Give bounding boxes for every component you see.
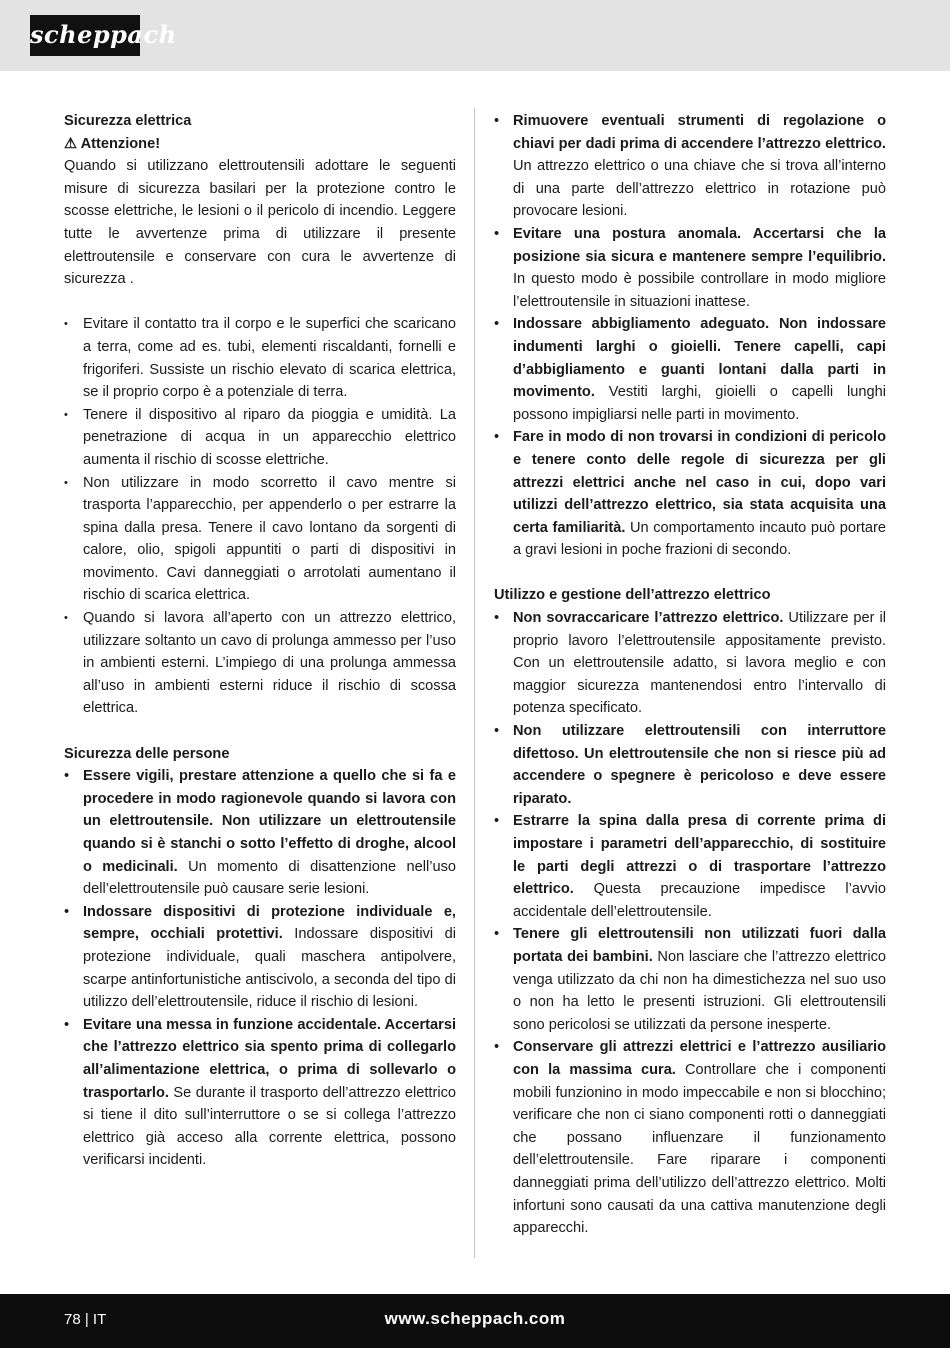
list-item: • Indossare abbigliamento adeguato. Non indossare indumenti larghi o gioielli. Tenere capelli, capi d’abbigliamento e guanti lontani dalla parti in movimento. Vestiti larghi, gioielli o capelli lunghi possono impigliarsi nelle parti in movimento. bbox=[494, 316, 886, 423]
list-item: • Evitare una messa in funzione accidentale. Accertarsi che l’attrezzo elettrico sia spento prima di collegarlo all’alimentazione elettrica, o prima di sollevarlo o trasportarlo. Se durante il trasporto dell’attrezzo elettrico si tiene il dito sull’interruttore o se si collega l’attrezzo elettrico già acceso alla corrente elettrica, possono verificarsi incidenti. bbox=[64, 1016, 456, 1169]
header-bar bbox=[0, 0, 950, 71]
list-item: • Tenere il dispositivo al riparo da pioggia e umidità. La penetrazione di acqua in un apparecchio elettrico aumenta il rischio di scosse elettriche. bbox=[64, 406, 456, 468]
warning-triangle-icon: ⚠ bbox=[64, 135, 78, 152]
list-item: • Essere vigili, prestare attenzione a quello che si fa e procedere in modo ragionevole quando si lavora con un elettroutensile. Non utilizzare un elettroutensile quando si è stanchi o sotto l’effetto di droghe, alcool o medicinali. Un momento di disattenzione nell’uso dell’elettroutensile può causare serie lesioni. bbox=[64, 768, 456, 898]
list-item: • Fare in modo di non trovarsi in condizioni di pericolo e tenere conto delle regole di sicurezza per gli attrezzi elettrici anche nel caso in cui, dopo vari utilizzi dell’attrezzo elettrico, sia stata acquisita una certa familiarità. Un comportamento incauto può portare a gravi lesioni in poche frazioni di secondo. bbox=[494, 429, 886, 559]
tool-usage-heading: Utilizzo e gestione dell’attrezzo elettrico bbox=[494, 587, 771, 604]
warning-label: Attenzione! bbox=[80, 135, 161, 152]
electrical-safety-list bbox=[64, 313, 456, 720]
list-item: • Quando si lavora all’aperto con un attrezzo elettrico, utilizzare soltanto un cavo di prolunga ammesso per l’uso in ambienti esterni. L’impiego di una prolunga ammessa all’uso in ambienti esterni riduce il rischio di scossa elettrica. bbox=[64, 610, 456, 717]
intro-paragraph: Quando si utilizzano elettroutensili adottare le seguenti misure di sicurezza basilari per la protezione contro le scosse elettriche, le lesioni o il pericolo di incendio. Leggere tutte le avvertenze prima di utilizzare il presente elettroutensile e conservare con cura le avvertenze di sicurezza . bbox=[64, 158, 456, 288]
website-link[interactable]: www.scheppach.com bbox=[384, 1309, 566, 1328]
list-item: • Non utilizzare in modo scorretto il cavo mentre si trasporta l’apparecchio, per appenderlo o per estrarre la spina dalla presa. Tenere il cavo lontano da sorgenti di calore, olio, spigoli appuntiti o parti di dispositivi in movimento. Cavi danneggiati o arrotolati aumentano il rischio di scarica elettrica. bbox=[64, 474, 456, 604]
list-item: • Evitare il contatto tra il corpo e le superfici che scaricano a terra, come ad es. tubi, elementi riscaldanti, fornelli e frigoriferi. Sussiste un rischio elevato di scarica elettrica, se il proprio corpo è a potenziale di terra. bbox=[64, 316, 456, 401]
list-item: • Evitare una postura anomala. Accertarsi che la posizione sia sicura e mantenere sempre l’equilibrio. In questo modo è possibile controllare in modo migliore l’elettroutensile in situazioni inattese. bbox=[494, 225, 886, 310]
list-item: • Rimuovere eventuali strumenti di regolazione o chiavi per dadi prima di accendere l’attrezzo elettrico. Un attrezzo elettrico o una chiave che si trova all’interno di una parte dell’attrezzo elettrico in rotazione può provocare lesioni. bbox=[494, 113, 886, 220]
list-item: • Non utilizzare elettroutensili con interruttore difettoso. Un elettroutensile che non si riesce più ad accendere o spegnere è pericoloso e deve essere riparato. bbox=[494, 723, 886, 807]
list-item: • Indossare dispositivi di protezione individuale e, sempre, occhiali protettivi. Indossare dispositivi di protezione individuale, quali maschera antipolvere, scarpe antinfortunistiche antiscivolo, a seconda del tipo di utilizzo dell’elettroutensile, riduce il rischio di lesioni. bbox=[64, 903, 456, 1011]
personal-safety-heading: Sicurezza delle persone bbox=[64, 745, 230, 762]
list-item: • Conservare gli attrezzi elettrici e l’attrezzo ausiliario con la massima cura. Controllare che i componenti mobili funzionino in modo impeccabile e non si blocchino; verificare che non ci siano componenti rotti o danneggiati che possano influenzare il funzionamento dell’elettroutensile. Fare riparare i componenti danneggiati prima dell’utilizzo dell’attrezzo elettrico. Molti infortuni sono causati da una cattiva manutenzione degli apparecchi. bbox=[494, 1039, 886, 1237]
list-item: • Non sovraccaricare l’attrezzo elettrico. Utilizzare per il proprio lavoro l’elettroutensile appositamente previsto. Con un elettroutensile adatto, si lavora meglio e con maggior sicurezza mantenendosi entro l’intervallo di potenza specificato. bbox=[494, 610, 886, 717]
footer-bar bbox=[0, 1294, 950, 1348]
list-item: • Estrarre la spina dalla presa di corrente prima di impostare i parametri dell’apparecchio, di sostituire le parti degli attrezzi o di trasportare l’attrezzo elettrico. Questa precauzione impedisce l’avvio accidentale dell’elettroutensile. bbox=[494, 813, 886, 920]
left-column bbox=[64, 110, 456, 1172]
personal-safety-list bbox=[64, 765, 456, 1172]
electrical-safety-heading: Sicurezza elettrica bbox=[64, 113, 192, 129]
brand-logo: scheppach bbox=[30, 15, 140, 56]
column-divider bbox=[474, 108, 475, 1258]
list-item: • Tenere gli elettroutensili non utilizzati fuori dalla portata dei bambini. Non lasciare che l’attrezzo elettrico venga utilizzato da chi non ha dimestichezza nel suo uso o non ha letto le presenti istruzioni. Gli elettroutensili sono pericolosi se utilizzati da persone inesperte. bbox=[494, 926, 887, 1033]
warning-line bbox=[64, 133, 456, 156]
tool-usage-list bbox=[494, 607, 886, 1240]
personal-safety-list-continued bbox=[494, 110, 886, 562]
right-column bbox=[494, 110, 886, 1240]
page-number: 78 | IT bbox=[64, 1311, 107, 1328]
